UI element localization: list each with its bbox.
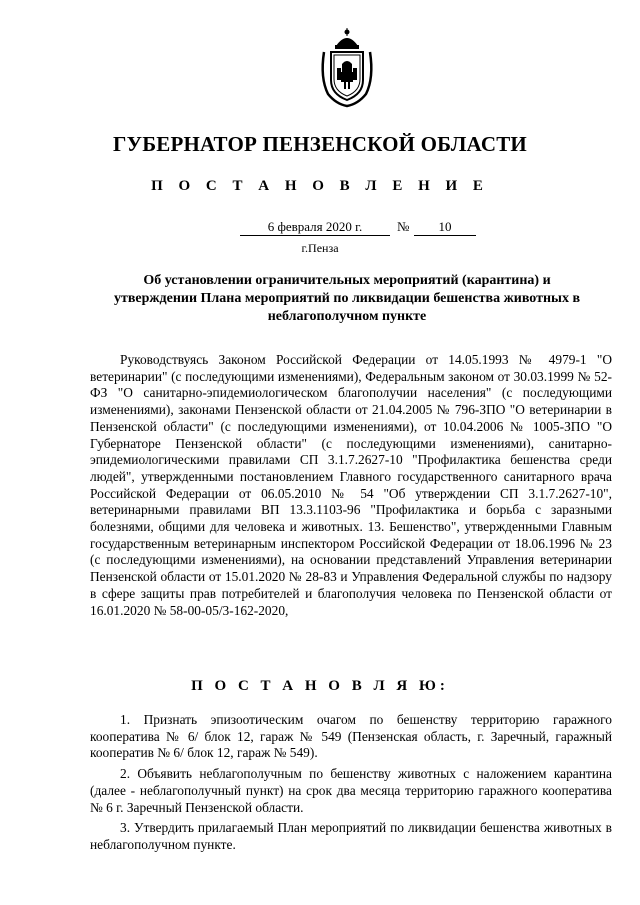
document-type: П О С Т А Н О В Л Е Н И Е (151, 178, 489, 194)
coat-of-arms-icon (318, 28, 376, 108)
number-sign: № (397, 219, 410, 234)
document-subject: Об установлении ограничительных мероприятий (карантина) и утверждении Плана мероприятий по ликвидации бешенства животных в неблагополучном пункте (113, 273, 581, 324)
preamble-paragraph: Руководствуясь Законом Российской Федерации от 14.05.1993 № 4979-1 "О ветеринарии" (с последующими изменениями), Федеральным законом от 30.03.1999 № 52-ФЗ "О санитарно-эпидемиологическом благополучии населения" (с последующими изменениями), законами Пензенской области от 21.04.2005 № 796-ЗПО "О ветеринарии в Пензенской области" (с последующими изменениями), от 10.04.2006 № 1005-ЗПО "О Губернаторе Пензенской области" (с последующими изменениями), санитарно-эпидемиологическими правилами СП 3.1.7.2627-10 "Профилактика бешенства среди людей", утвержденными постановлением Главного государственного санитарного врача Российской Федерации от 06.05.2010 № 54 "Об утверждении СП 3.1.7.2627-10", ветеринарными правилами ВП 13.3.1103-96 "Профилактика и борьба с заразными болезнями, общими для человека и животных. 13. Бешенство", утвержденными Главным государственным ветеринарным инспектором Российской Федерации от 18.06.1996 № 23 (с последующими изменениями), на основании представлений Управления ветеринарии Пензенской области от 15.01.2020 № 28-83 и Управления Федеральной службы по надзору в сфере защиты прав потребителей и благополучия человека по Пензенской области от 16.01.2020 № 58-00-05/3-162-2020, (90, 352, 612, 618)
authority-title: ГУБЕРНАТОР ПЕНЗЕНСКОЙ ОБЛАСТИ (113, 132, 527, 156)
decree-point-1: 1. Признать эпизоотическим очагом по бешенству территорию гаражного кооператива № 6/ блок 12, гараж № 549 (Пензенская область, г. Заречный, гаражный кооператив № 6/ блок 12, гараж № 549). (90, 712, 612, 761)
decree-point-3: 3. Утвердить прилагаемый План мероприятий по ликвидации бешенства животных в неблагополучном пункте. (90, 820, 612, 852)
city-label: г.Пенза (301, 241, 339, 255)
decree-points (90, 712, 612, 858)
document-number: 10 (414, 218, 476, 236)
document-date: 6 февраля 2020 г. (240, 218, 390, 236)
decree-heading: П О С Т А Н О В Л Я Ю: (191, 678, 449, 694)
decree-point-2: 2. Объявить неблагополучным по бешенству животных с наложением карантина (далее - неблагополучный пункт) на срок два месяца территорию гаражного кооператива № 6 г. Заречный Пензенской области. (90, 766, 612, 815)
date-number-row (0, 218, 640, 238)
